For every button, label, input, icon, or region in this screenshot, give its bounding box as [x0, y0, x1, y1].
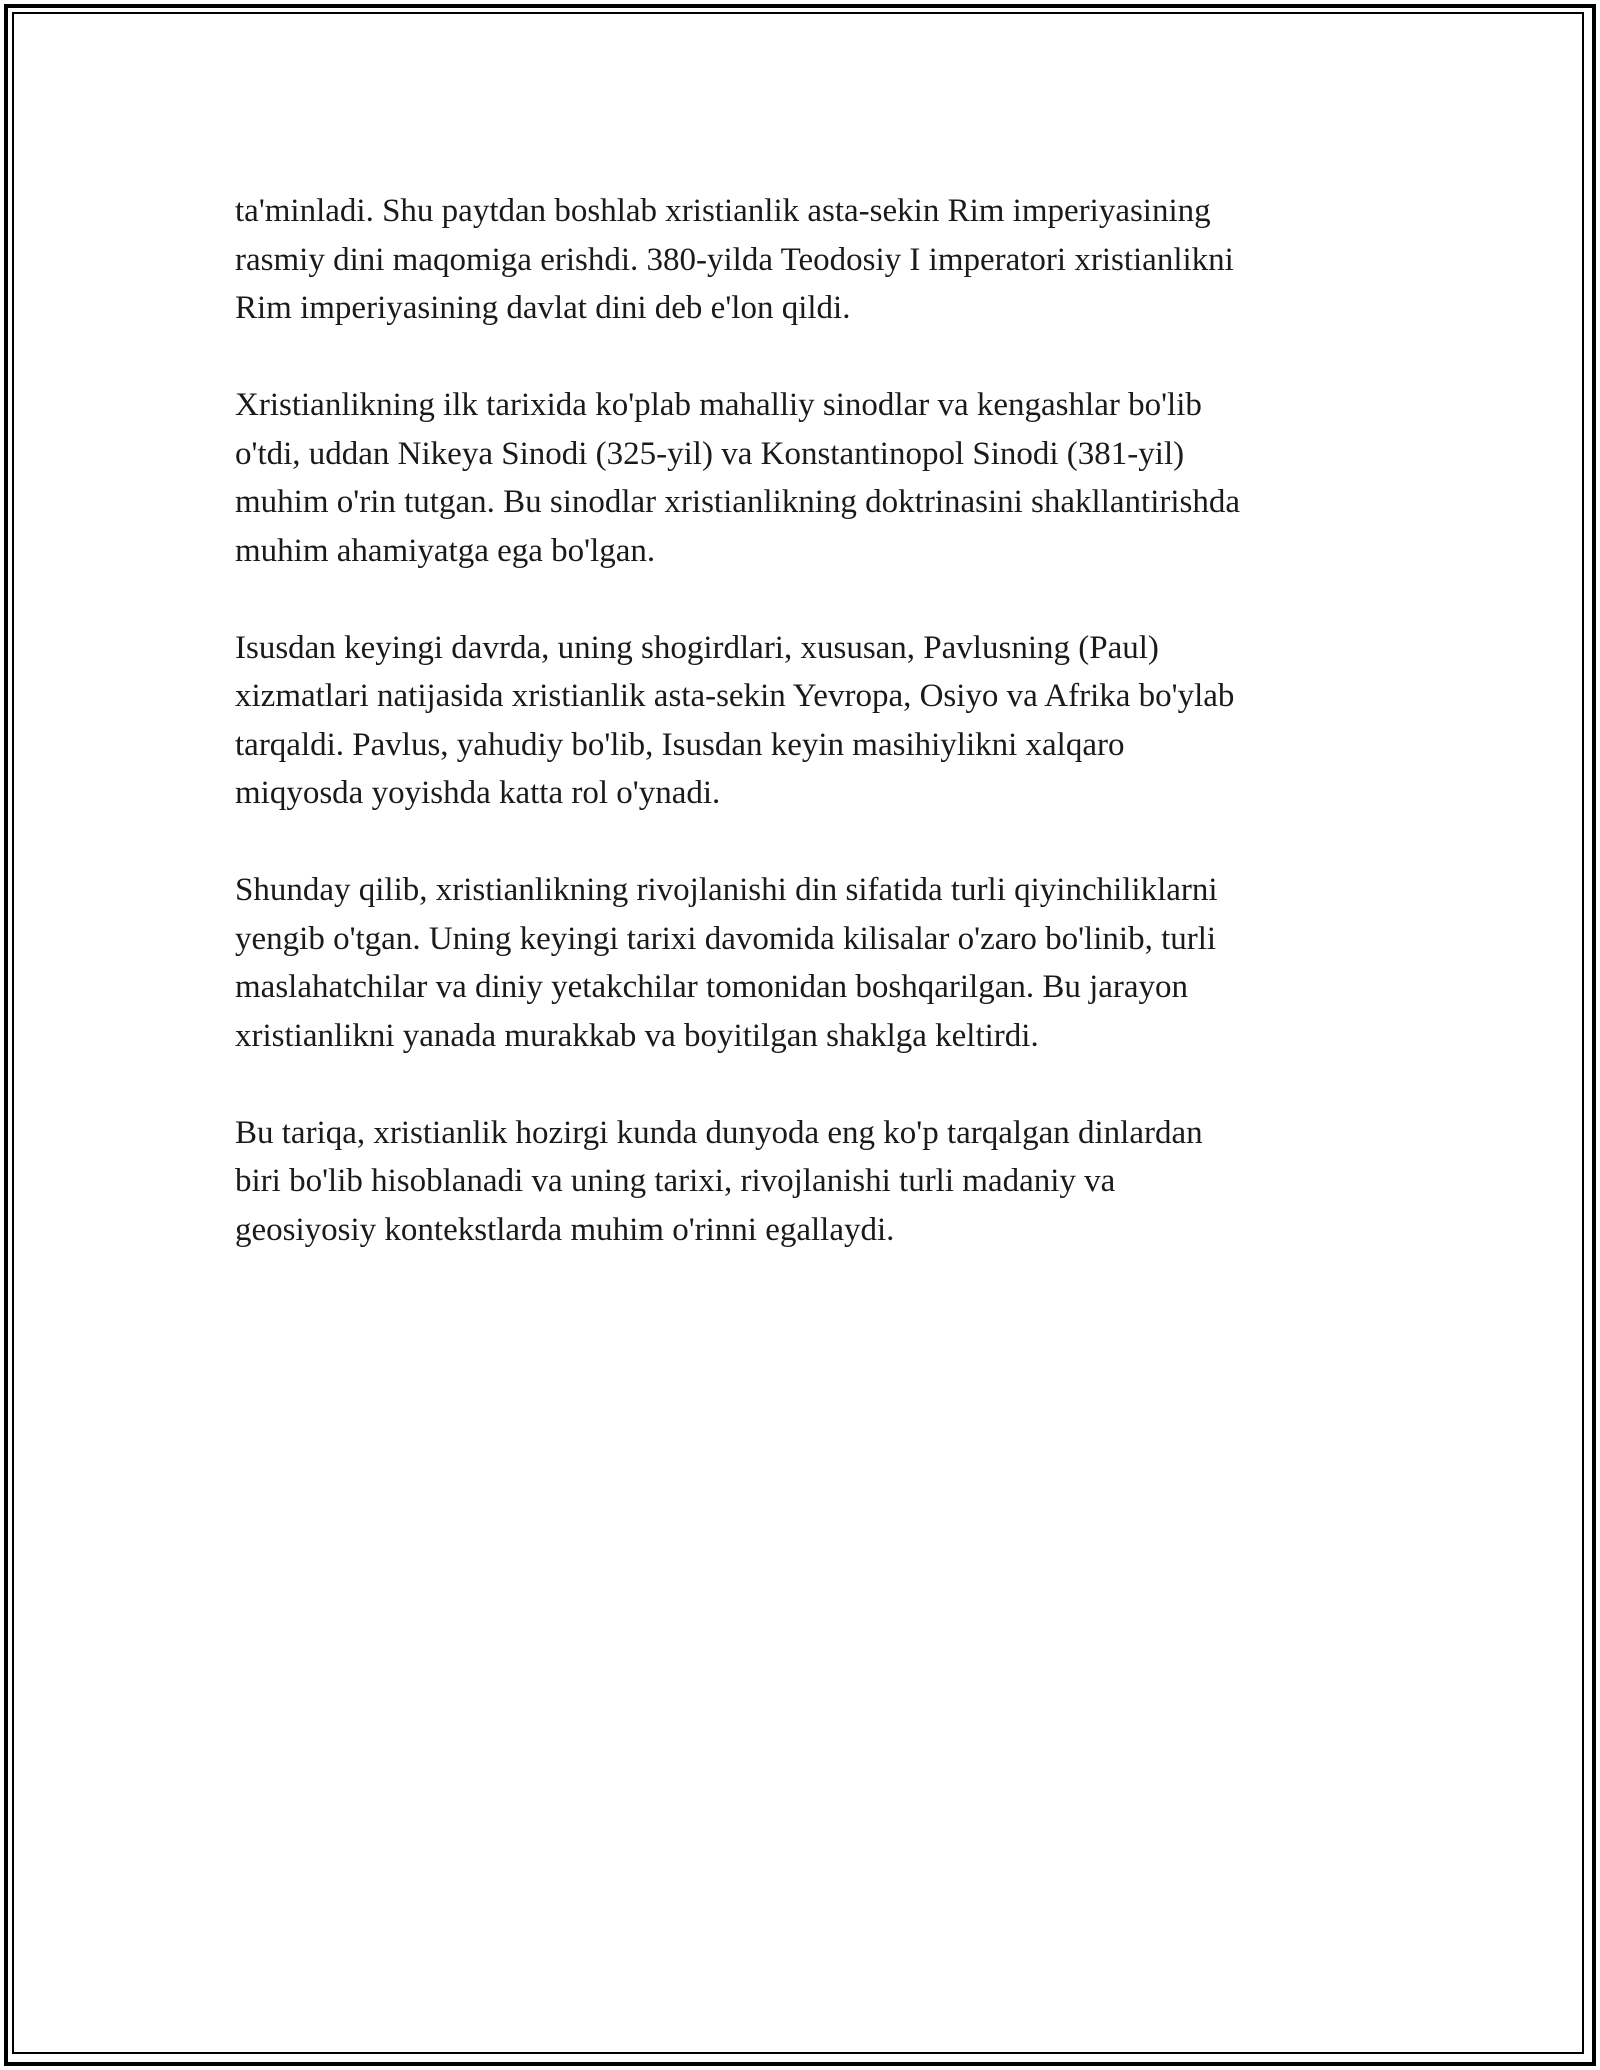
paragraph-5: Bu tariqa, xristianlik hozirgi kunda dunyoda eng ko'p tarqalgan dinlardan biri bo'lib hisoblanadi va uning tarixi, rivojlanishi turli madaniy va geosiyosiy kontekstlarda muhim o'rinni egallaydi.: [235, 1114, 1203, 1248]
paragraph-1: ta'minladi. Shu paytdan boshlab xristianlik asta-sekin Rim imperiyasining rasmiy dini maqomiga erishdi. 380-yilda Teodosiy I imperatori xristianlikni Rim imperiyasining davlat dini deb e'lon qildi.: [235, 193, 1234, 326]
paragraph-3: Isusdan keyingi davrda, uning shogirdlari, xususan, Pavlusning (Paul) xizmatlari natijasida xristianlik asta-sekin Yevropa, Osiyo va Afrika bo'ylab tarqaldi. Pavlus, yahudiy bo'lib, Isusdan keyin masihiylikni xalqaro miqyosda yoyishda katta rol o'ynadi.: [235, 629, 1235, 811]
paragraph-2: Xristianlikning ilk tarixida ko'plab mahalliy sinodlar va kengashlar bo'lib o'tdi, uddan Nikeya Sinodi (325-yil) va Konstantinopol Sinodi (381-yil) muhim o'rin tutgan. Bu sinodlar xristianlikning doktrinasini shakllantirishda muhim ahamiyatga ega bo'lgan.: [235, 387, 1241, 569]
document-body: [235, 187, 1385, 1303]
paragraph-4: Shunday qilib, xristianlikning rivojlanishi din sifatida turli qiyinchiliklarni yengib o'tgan. Uning keyingi tarixi davomida kilisalar o'zaro bo'linib, turli maslahatchilar va diniy yetakchilar tomonidan boshqarilgan. Bu jarayon xristianlikni yanada murakkab va boyitilgan shaklga keltirdi.: [235, 872, 1218, 1054]
